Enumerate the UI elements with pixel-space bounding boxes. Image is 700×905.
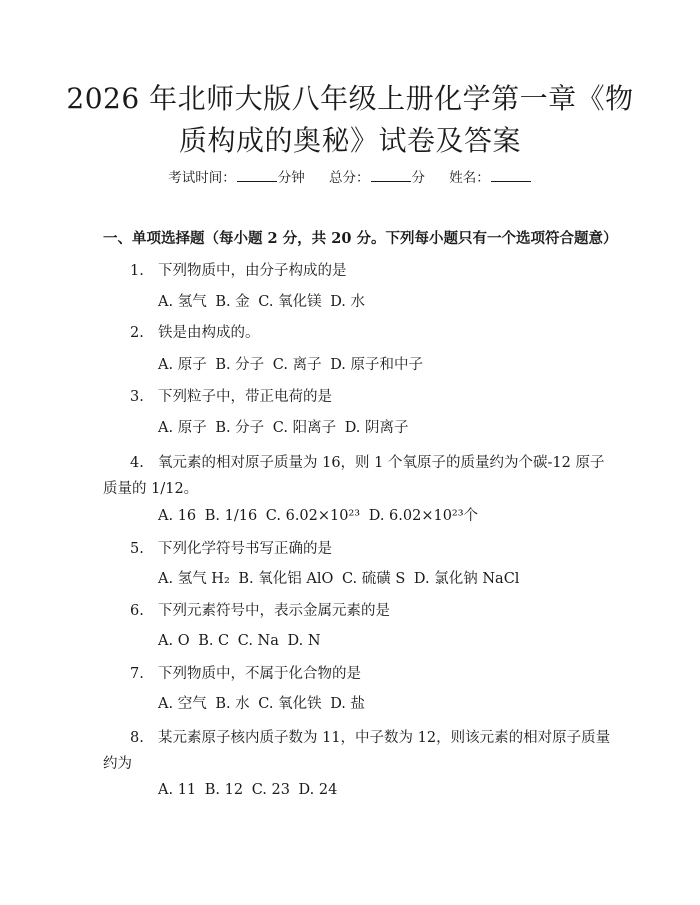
question-6-options [158,631,321,651]
question-number: 3. [130,389,144,405]
option-b: B. 1/16 [204,508,258,524]
score-unit: 分 [411,170,425,186]
question-4-options [158,506,478,526]
title-line-1: 2026 年北师大版八年级上册化学第一章《物 [66,82,634,115]
option-d: D. 24 [298,782,338,798]
option-c: C. 硫磺 S [341,571,406,587]
option-a: A. 16 [158,508,197,524]
time-unit: 分钟 [277,170,305,186]
question-stem: 下列化学符号书写正确的是 [158,541,332,557]
question-1-options [158,292,365,312]
time-label: 考试时间： [168,170,236,186]
time-field [168,170,305,186]
exam-meta [0,168,700,188]
option-d: D. 原子和中子 [330,357,424,373]
name-blank [491,169,531,182]
question-6 [103,598,613,624]
title-line-2: 质构成的奥秘》试卷及答案 [178,124,521,157]
question-stem: 铁是由构成的。 [158,325,260,341]
question-stem: 下列物质中，由分子构成的是 [158,263,347,279]
option-d: D. N [287,633,321,649]
option-d: D. 盐 [330,696,366,712]
question-4 [103,450,613,502]
exam-title [60,78,640,162]
option-c: C. 6.02×10²³ [265,508,361,524]
option-b: B. 水 [215,696,250,712]
score-field [329,170,425,186]
option-a: A. 氢气 H₂ [158,571,230,587]
option-c: C. 离子 [272,357,322,373]
option-d: D. 6.02×10²³个 [368,508,479,524]
name-field [449,170,532,186]
question-number: 6. [130,603,144,619]
option-a: A. 氢气 [158,294,207,310]
question-5-options [158,569,519,589]
question-stem: 氧元素的相对原子质量为 16，则 1 个氧原子的质量约为个碳-12 原子质量的 1/12。 [103,455,605,497]
question-1 [103,258,613,284]
option-b: B. 金 [215,294,250,310]
question-3 [103,384,613,410]
option-b: B. C [198,633,230,649]
time-blank [237,169,277,182]
question-stem: 下列元素符号中，表示金属元素的是 [158,603,390,619]
question-number: 7. [130,666,144,682]
option-d: D. 氯化钠 NaCl [413,571,520,587]
question-number: 5. [130,541,144,557]
option-c: C. 阳离子 [272,420,337,436]
option-c: C. 氧化镁 [258,294,322,310]
question-5 [103,536,613,562]
option-c: C. Na [237,633,279,649]
question-2 [103,320,613,346]
option-a: A. 11 [158,782,197,798]
option-a: A. 原子 [158,357,207,373]
question-stem: 下列粒子中，带正电荷的是 [158,389,332,405]
question-7 [103,661,613,687]
question-number: 1. [130,263,144,279]
option-b: B. 分子 [215,420,265,436]
score-label: 总分： [329,170,370,186]
option-b: B. 12 [204,782,244,798]
option-d: D. 水 [330,294,366,310]
section-heading: 一、单项选择题（每小题 2 分，共 20 分。下列每小题只有一个选项符合题意） [103,230,618,247]
option-c: C. 氧化铁 [258,696,322,712]
question-number: 4. [130,455,144,471]
option-d: D. 阴离子 [344,420,409,436]
option-c: C. 23 [251,782,290,798]
question-number: 2. [130,325,144,341]
question-7-options [158,694,365,714]
option-b: B. 氧化铝 AlO [238,571,334,587]
score-blank [371,169,411,182]
question-stem: 某元素原子核内质子数为 11，中子数为 12，则该元素的相对原子质量约为 [103,730,611,772]
option-a: A. 空气 [158,696,207,712]
option-a: A. 原子 [158,420,207,436]
name-label: 姓名： [449,170,490,186]
option-b: B. 分子 [215,357,265,373]
question-stem: 下列物质中，不属于化合物的是 [158,666,361,682]
question-number: 8. [130,730,144,746]
question-3-options [158,418,409,438]
question-8-options [158,780,337,800]
option-a: A. O [158,633,190,649]
question-8 [103,725,613,777]
question-2-options [158,355,423,375]
